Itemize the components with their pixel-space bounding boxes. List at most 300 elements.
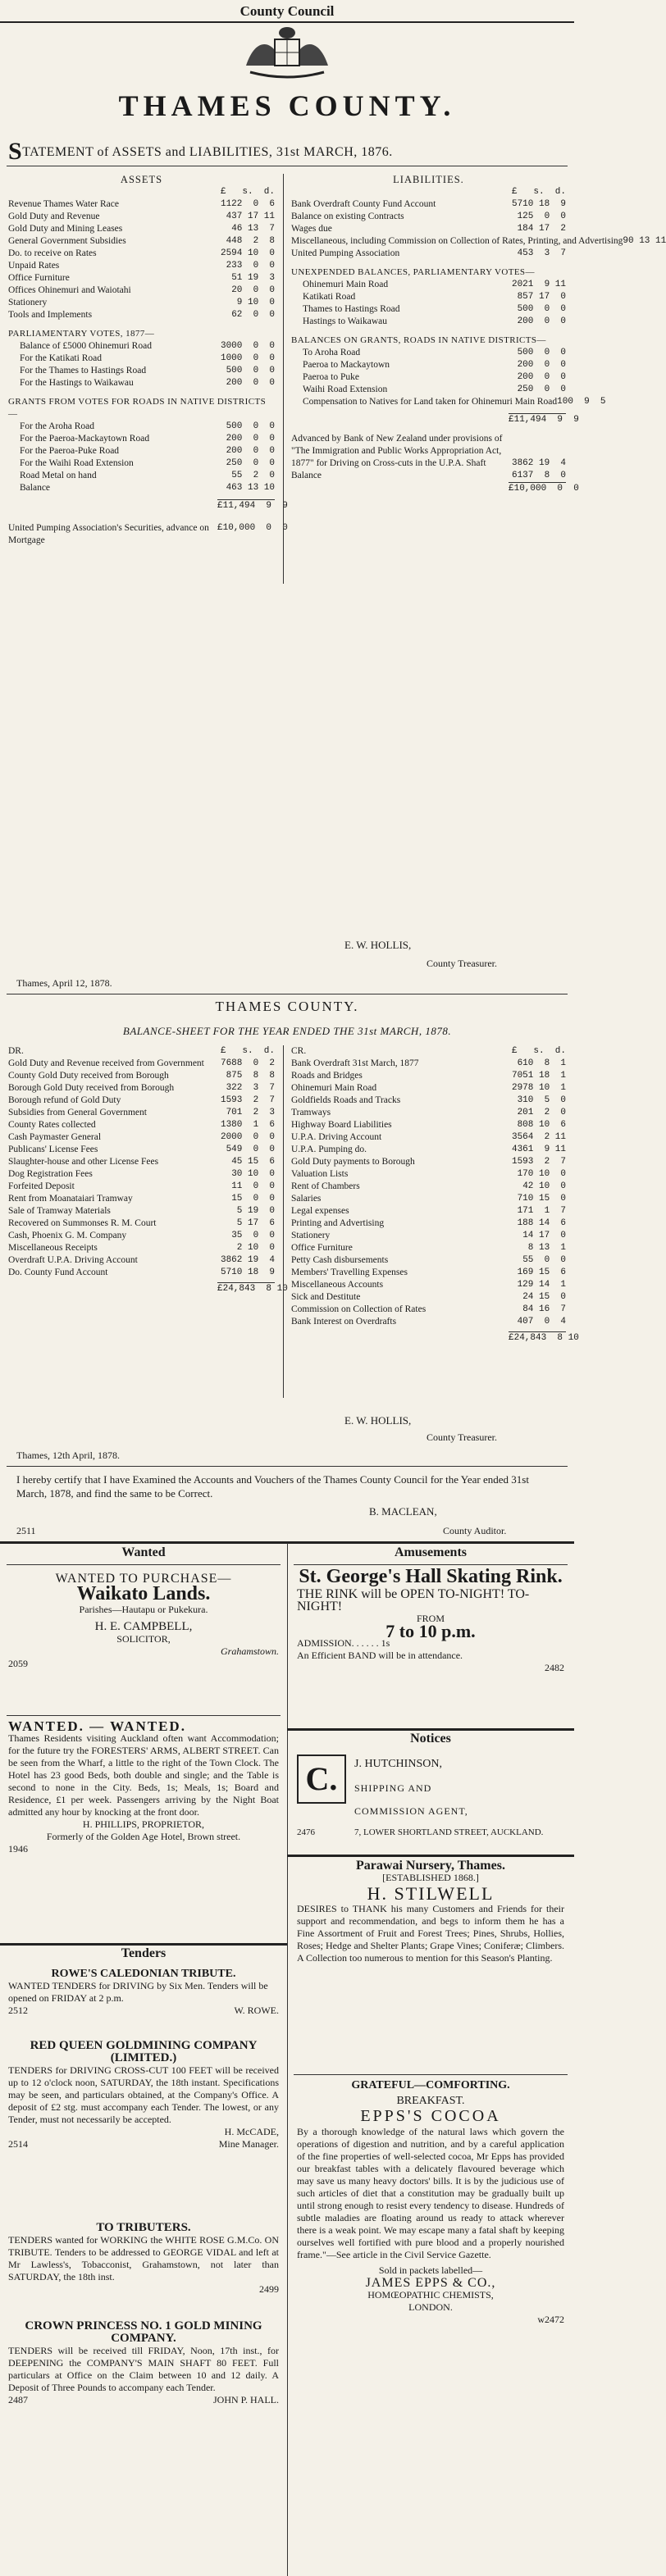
cocoa-title: EPPS'S COCOA — [360, 2107, 501, 2125]
row-amount: 1122 0 6 — [220, 199, 275, 209]
row-amount: 9 10 0 — [236, 298, 275, 307]
row-amount: 549 0 0 — [226, 1145, 275, 1154]
row-label: Overdraft U.P.A. Driving Account — [8, 1255, 138, 1265]
row-label: Revenue Thames Water Race — [8, 199, 119, 209]
tenders-heading: Tenders — [121, 1946, 166, 1960]
row-amount: 200 0 0 — [517, 316, 566, 326]
table-row — [8, 482, 275, 494]
row-label: County Gold Duty received from Borough — [8, 1071, 169, 1081]
table-row — [8, 377, 275, 389]
liabilities-cols: £ s. d. — [511, 187, 566, 197]
cocoa-sub: BREAKFAST. — [396, 2095, 465, 2107]
treasurer-role: County Treasurer. — [427, 958, 498, 969]
audit-certificate: I hereby certify that I have Examined the Accounts and Vouchers of the Thames County Council for the Year ended 31st March, 1878, and find the same to be Correct. — [16, 1473, 529, 1500]
dr-label: DR. — [8, 1046, 24, 1056]
table-row — [8, 1058, 275, 1070]
table-row — [8, 1205, 275, 1217]
skating-rink-time: 7 to 10 p.m. — [385, 1621, 476, 1641]
table-row — [291, 1267, 566, 1279]
cocoa-body: By a thorough knowledge of the natural laws which govern the operations of digestion and nutrition, and by a careful application of the fine properties of well-selected cocoa, Mr Epps has provided our breakfast tables with a delicately flavoured beverage which may save us many heavy doctors' bills. It is by the judicious use of such articles of diet that a constitution may be gradually built up until strong enough to resist every tendency to disease. Hundreds of subtle maladies are floating around us ready to attack wherever there is a weak point. We may escape many a fatal shaft by keeping ourselves well fortified with pure blood and a properly nourished frame."—See article in the Civil Service Gazette. — [297, 2126, 564, 2260]
table-row — [8, 1230, 275, 1242]
row-amount: 5 17 6 — [236, 1218, 275, 1228]
row-label: Printing and Advertising — [291, 1218, 385, 1228]
row-label: Katikati Road — [303, 292, 356, 302]
table-row — [291, 1193, 566, 1205]
row-label: Do. to receive on Rates — [8, 248, 97, 258]
row-amount: 250 0 0 — [226, 458, 275, 468]
row-label: Borough Gold Duty received from Borough — [8, 1083, 175, 1093]
row-amount: 84 16 7 — [522, 1304, 566, 1314]
waikato-line1: WANTED TO PURCHASE— — [55, 1572, 232, 1586]
table-row — [291, 316, 566, 328]
liabilities-grand: £10,000 0 0 — [509, 484, 579, 494]
row-label: For the Katikati Road — [20, 353, 102, 363]
table-row — [8, 235, 275, 248]
row-amount: 2000 0 0 — [220, 1132, 275, 1142]
row-label: Ohinemuri Main Road — [291, 1083, 377, 1093]
row-amount: 42 10 0 — [522, 1181, 566, 1191]
page-title: THAMES COUNTY. — [118, 89, 456, 122]
table-row — [291, 1291, 566, 1304]
sheet-date: Thames, 12th April, 1878. — [16, 1450, 120, 1461]
table-row — [291, 1131, 566, 1144]
row-label: Roads and Bridges — [291, 1071, 363, 1081]
skating-rink-band: An Efficient BAND will be in attendance. — [297, 1650, 463, 1661]
row-label: Borough refund of Gold Duty — [8, 1095, 121, 1105]
foresters-body: Thames Residents visiting Auckland often want Accommodation; for the future try the FORESTERS' ARMS, ALBERT STREET. Can be seen from the Wharf, a little to the right of the Town Clock. The Hotel has 23 good Beds, both double and single; and the Table is second to none in the City. Beds, 1s; Meals, 1s; Board and Residence, £1 per week. Passengers arriving by the Night Boat admitted any hour by knocking at the front door. — [8, 1732, 279, 1818]
row-label: Paeroa to Mackaytown — [303, 360, 390, 370]
table-row — [291, 1205, 566, 1217]
rowe-code: 2512 — [8, 2005, 28, 2016]
waikato-place: Grahamstown. — [220, 1645, 279, 1657]
row-label: Waihi Road Extension — [303, 385, 388, 394]
table-row — [8, 1254, 275, 1267]
table-row — [291, 1144, 566, 1156]
tributers-ad — [8, 2222, 279, 2296]
row-label: Offices Ohinemuri and Waiotahi — [8, 285, 131, 295]
row-label: Gold Duty and Revenue received from Government — [8, 1058, 204, 1068]
row-label: For the Thames to Hastings Road — [20, 366, 147, 375]
waikato-title: Waikato Lands. — [76, 1583, 211, 1604]
table-row — [291, 211, 566, 223]
red-queen-name: H. McCADE, — [224, 2126, 279, 2137]
table-row — [8, 421, 275, 433]
assets-column — [8, 174, 288, 547]
crown-princess-name: JOHN P. HALL. — [212, 2394, 279, 2405]
waikato-code: 2059 — [8, 1658, 28, 1669]
crown-princess-body: TENDERS will be received till FRIDAY, Noon, 17th inst., for DEEPENING the COMPANY'S MAIN SHAFT 80 FEET. Full particulars at Office on the Claim between 10 and 12 daily. A Deposit of Three Pounds to accompany each Tender. — [8, 2345, 279, 2393]
table-row — [8, 433, 275, 445]
table-row — [8, 260, 275, 272]
row-amount: 51 19 3 — [231, 273, 275, 283]
rowe-ad — [8, 1968, 279, 2017]
table-row — [8, 1144, 275, 1156]
row-amount: 35 0 0 — [231, 1231, 275, 1240]
row-amount: 5 19 0 — [236, 1206, 275, 1216]
hutchinson-line2: SHIPPING AND — [354, 1782, 432, 1794]
waikato-role: SOLICITOR, — [116, 1633, 171, 1645]
row-label: Recovered on Summonses R. M. Court — [8, 1218, 157, 1228]
row-amount: 857 17 0 — [517, 292, 566, 302]
table-row — [291, 1119, 566, 1131]
table-row — [8, 309, 275, 321]
table-row — [291, 1156, 566, 1168]
row-label: Sick and Destitute — [291, 1292, 361, 1302]
statement-initial: S — [8, 138, 23, 165]
table-row — [291, 248, 566, 260]
table-row — [291, 1316, 566, 1328]
row-amount: 100 9 5 — [557, 397, 606, 407]
column-divider — [283, 174, 284, 584]
treasurer-signature: E. W. HOLLIS, — [344, 939, 412, 951]
row-label: Road Metal on hand — [20, 471, 97, 480]
row-amount: 610 8 1 — [517, 1058, 566, 1068]
table-row — [291, 1254, 566, 1267]
divider — [7, 1564, 281, 1565]
row-amount: 500 0 0 — [226, 421, 275, 431]
row-amount: 125 0 0 — [517, 212, 566, 221]
credit-column — [291, 1045, 579, 1345]
nursery-body: DESIRES to THANK his many Customers and Friends for their support and recommendation, and begs to inform them he has a Fine Assortment of Fruit and Forest Trees; Pines, Shrubs, Hollies, Roses; Hedge and Shelter Plants; Grape Vines; Coniferæ; Climbers. A Collection too numerous to mention for this Season's Planting. — [297, 1903, 565, 1964]
table-row — [291, 279, 566, 291]
pumping-securities: United Pumping Association's Securities, advance on Mortgage — [8, 523, 209, 545]
row-amount: 200 0 0 — [226, 446, 275, 456]
skating-rink-from: FROM — [416, 1613, 445, 1624]
row-amount: 1593 2 7 — [511, 1157, 566, 1167]
liabilities-column: LIABILITIES. £ s. d. Bank Overdraft County Fund Account 5710 18 9 Balance on existing Contracts 125 0 0 Wages due 184 17 2 Miscellaneous, including Commission on Collection of Rates, Printing, and Advertising 90 13 11 United Pumping Association 453 3 7 UNEXPENDED BALANCES, PARLIAMENTARY VOTES— Ohinemuri Main Road 2021 9 11 Katikati Road 857 17 0 Thames to Hastings Road 500 0 0 Hastings to Waikawau 200 0 0 BALANCES ON GRANTS, ROADS IN NATIVE DISTRICTS— To Aroha Road 500 0 0 Paeroa to Mackaytown 200 0 0 Paeroa to Puke 200 0 0 Waihi Road Extension 250 0 0 Compensation to Natives for Land taken for Ohinemuri Main Road 100 9 5 £11,494 9 9 Advanced by Bank of New Zealand under provisions of "The Immigration and Public Works Appropriation Act, 1877" for Driving on Cross-cuts in the U.P.A. Shaft 3862 19 4 Balance 6137 8 0 £10,000 0 0 — [291, 174, 666, 494]
table-row — [291, 384, 566, 396]
row-amount: 250 0 0 — [517, 385, 566, 394]
row-amount: 310 5 0 — [517, 1095, 566, 1105]
balance-sheet-title: THAMES COUNTY. — [215, 999, 359, 1014]
row-label: Publicans' License Fees — [8, 1145, 98, 1154]
row-amount: 808 10 6 — [517, 1120, 566, 1130]
row-label: United Pumping Association — [291, 248, 400, 258]
row-label: Balance on existing Contracts — [291, 212, 404, 221]
waikato-name: H. E. CAMPBELL, — [94, 1620, 193, 1633]
statement-rest: TATEMENT of ASSETS and LIABILITIES, 31st MARCH, 1876. — [22, 145, 393, 159]
nursery-est: [ESTABLISHED 1868.] — [382, 1872, 479, 1883]
table-row — [291, 1058, 566, 1070]
row-amount: 55 2 0 — [231, 471, 275, 480]
hutchinson-name: J. HUTCHINSON, — [354, 1758, 442, 1770]
divider — [7, 1715, 281, 1716]
table-row — [8, 223, 275, 235]
row-amount: 30 10 0 — [231, 1169, 275, 1179]
hutchinson-ad — [297, 1755, 564, 1845]
row-label: Unpaid Rates — [8, 261, 60, 271]
red-queen-role: Mine Manager. — [218, 2138, 279, 2150]
row-amount: 2594 10 0 — [220, 248, 275, 258]
table-row — [291, 198, 566, 211]
row-label: Tools and Implements — [8, 310, 93, 320]
row-label: Compensation to Natives for Land taken for Ohinemuri Main Road — [303, 397, 558, 407]
table-row — [291, 1070, 566, 1082]
red-queen-code: 2514 — [8, 2138, 28, 2150]
dr-cols: £ s. d. — [220, 1046, 275, 1056]
nursery-name: H. STILWELL — [367, 1883, 495, 1904]
row-label: For the Hastings to Waikawau — [20, 378, 134, 388]
row-amount: 200 0 0 — [517, 360, 566, 370]
row-amount: 46 13 7 — [231, 224, 275, 234]
table-row — [291, 1168, 566, 1181]
row-label: Bank Interest on Overdrafts — [291, 1317, 397, 1327]
row-label: Subsidies from General Government — [8, 1108, 147, 1117]
wanted-heading: Wanted — [121, 1545, 166, 1559]
table-row — [8, 445, 275, 457]
assets-total: £11,494 9 9 — [217, 501, 288, 511]
table-row — [291, 235, 666, 248]
grants-heading: GRANTS FROM VOTES FOR ROADS IN NATIVE DISTRICTS— — [8, 397, 267, 419]
table-row — [8, 1119, 275, 1131]
table-row — [8, 1242, 275, 1254]
row-amount: 188 14 6 — [517, 1218, 566, 1228]
row-amount: 2 10 0 — [236, 1243, 275, 1253]
cr-total: £24,843 8 10 — [509, 1333, 579, 1343]
row-label: Highway Board Liabilities — [291, 1120, 392, 1130]
row-label: Thames to Hastings Road — [303, 304, 400, 314]
table-row — [8, 340, 275, 353]
table-row — [291, 347, 566, 359]
row-label: For the Paeroa-Puke Road — [20, 446, 120, 456]
row-label: For the Aroha Road — [20, 421, 95, 431]
row-label: Tramways — [291, 1108, 331, 1117]
row-label: Salaries — [291, 1194, 322, 1204]
table-row — [291, 1107, 566, 1119]
assets-heading: ASSETS — [120, 174, 163, 185]
tributers-code: 2499 — [259, 2283, 279, 2295]
place-date: Thames, April 12, 1878. — [16, 977, 112, 989]
table-row — [8, 1070, 275, 1082]
row-label: County Rates collected — [8, 1120, 96, 1130]
row-label: Do. County Fund Account — [8, 1268, 108, 1277]
table-row — [8, 1168, 275, 1181]
row-label: Bank Overdraft County Fund Account — [291, 199, 436, 209]
table-row — [291, 1242, 566, 1254]
row-label: Stationery — [291, 1231, 331, 1240]
skating-rink-code: 2482 — [545, 1662, 564, 1673]
row-label: Stationery — [8, 298, 48, 307]
divider — [7, 1466, 568, 1467]
auditor-name: B. MACLEAN, — [369, 1505, 437, 1518]
row-amount: 500 0 0 — [517, 348, 566, 357]
row-label: Miscellaneous, including Commission on Collection of Rates, Printing, and Advertising — [291, 236, 623, 246]
row-label: Office Furniture — [291, 1243, 353, 1253]
row-amount: 1380 1 6 — [220, 1120, 275, 1130]
row-label: Members' Travelling Expenses — [291, 1268, 408, 1277]
foresters-name: H. PHILLIPS, PROPRIETOR, — [82, 1818, 205, 1830]
row-amount: 1000 0 0 — [220, 353, 275, 363]
balances-heading: BALANCES ON GRANTS, ROADS IN NATIVE DISTRICTS— — [291, 335, 546, 345]
audit-code: 2511 — [16, 1525, 36, 1536]
waikato-parishes: Parishes—Hautapu or Pukekura. — [79, 1604, 208, 1615]
table-row — [8, 198, 275, 211]
row-amount: 169 15 6 — [517, 1268, 566, 1277]
row-label: For the Paeroa-Mackaytown Road — [20, 434, 150, 444]
row-label: Miscellaneous Accounts — [291, 1280, 384, 1290]
row-label: Gold Duty and Revenue — [8, 212, 100, 221]
table-row — [8, 470, 275, 482]
row-amount: 875 8 8 — [226, 1071, 275, 1081]
row-amount: 7051 18 1 — [511, 1071, 566, 1081]
section-rule — [287, 1728, 574, 1731]
row-label: Rent from Moanataiari Tramway — [8, 1194, 133, 1204]
row-amount: 437 17 11 — [226, 212, 275, 221]
table-row — [291, 1095, 566, 1107]
red-queen-title: RED QUEEN GOLDMINING COMPANY (LIMITED.) — [30, 2039, 258, 2064]
treasurer-role-2: County Treasurer. — [427, 1431, 498, 1443]
foresters-code: 1946 — [8, 1843, 28, 1855]
hutchinson-address: 7, LOWER SHORTLAND STREET, AUCKLAND. — [354, 1827, 544, 1837]
table-row — [291, 1082, 566, 1095]
advanced-amount: 3862 19 4 — [511, 458, 566, 468]
balance-sheet-heading: BALANCE-SHEET FOR THE YEAR ENDED THE 31st MARCH, 1878. — [122, 1025, 452, 1037]
table-row — [8, 457, 275, 470]
table-row — [8, 353, 275, 365]
row-amount: 500 0 0 — [517, 304, 566, 314]
table-row — [8, 1181, 275, 1193]
cocoa-city: LONDON. — [408, 2301, 453, 2313]
cocoa-code: w2472 — [537, 2314, 564, 2325]
row-amount: 1593 2 7 — [220, 1095, 275, 1105]
hutchinson-initial: C. — [297, 1755, 346, 1804]
red-queen-body: TENDERS for DRIVING CROSS-CUT 100 FEET will be received up to 12 o'clock noon, SATURDAY, the 18th instant. Specifications may be seen, and particulars obtained, at the Company's Office. A deposit of £2 stg. must accompany each Tender. The lowest, or any Tender, must not necessarily be accepted. — [8, 2064, 279, 2125]
row-amount: 15 0 0 — [231, 1194, 275, 1204]
cocoa-chemists: HOMŒOPATHIC CHEMISTS, — [367, 2289, 494, 2301]
row-label: Rent of Chambers — [291, 1181, 360, 1191]
row-label: Dog Registration Fees — [8, 1169, 93, 1179]
row-amount: 201 2 0 — [517, 1108, 566, 1117]
table-row — [8, 365, 275, 377]
divider — [294, 2074, 568, 2075]
section-rule — [0, 1943, 287, 1946]
ads-column-divider — [287, 1543, 288, 2576]
table-row — [291, 359, 566, 371]
row-label: General Government Subsidies — [8, 236, 126, 246]
row-amount: 11 0 0 — [231, 1181, 275, 1191]
table-row — [8, 284, 275, 297]
row-amount: 170 10 0 — [517, 1169, 566, 1179]
hutchinson-line3: COMMISSION AGENT, — [354, 1805, 468, 1817]
table-row — [8, 1095, 275, 1107]
tributers-body: TENDERS wanted for WORKING the WHITE ROSE G.M.Co. ON TRIBUTE. Tenders to be addressed to GEORGE VIDAL and left at Mr Lawless's, Tobacconist, Grahamstown, not later than SATURDAY, the 18th inst. — [8, 2234, 279, 2282]
row-amount: 2978 10 1 — [511, 1083, 566, 1093]
skating-rink-open: THE RINK will be OPEN TO-NIGHT! TO-NIGHT! — [297, 1587, 530, 1613]
table-row — [291, 303, 566, 316]
row-label: Hastings to Waikawau — [303, 316, 387, 326]
section-header: County Council — [0, 0, 574, 23]
skating-rink-ad — [297, 1566, 564, 1674]
crown-princess-ad — [8, 2320, 279, 2406]
row-amount: 129 14 1 — [517, 1280, 566, 1290]
row-label: Commission on Collection of Rates — [291, 1304, 427, 1314]
statement-heading — [8, 138, 566, 166]
table-row — [8, 1217, 275, 1230]
row-label: Petty Cash disbursements — [291, 1255, 389, 1265]
row-label: Valuation Lists — [291, 1169, 349, 1179]
cocoa-sold: Sold in packets labelled— — [378, 2264, 483, 2276]
row-label: Sale of Tramway Materials — [8, 1206, 111, 1216]
table-row — [8, 272, 275, 284]
rowe-name: W. ROWE. — [234, 2005, 279, 2016]
row-label: Office Furniture — [8, 273, 70, 283]
skating-rink-admission: ADMISSION. . . . . . 1s — [297, 1637, 390, 1649]
row-label: Paeroa to Puke — [303, 372, 359, 382]
table-row — [8, 1107, 275, 1119]
row-amount: 171 1 7 — [517, 1206, 566, 1216]
row-amount: 233 0 0 — [226, 261, 275, 271]
row-label: U.P.A. Pumping do. — [291, 1145, 367, 1154]
foresters-ad — [8, 1720, 279, 1855]
cr-cols: £ s. d. — [511, 1046, 566, 1056]
table-row — [291, 1304, 566, 1316]
table-row — [291, 1230, 566, 1242]
skating-rink-title: St. George's Hall Skating Rink. — [299, 1566, 563, 1587]
row-amount: 710 15 0 — [517, 1194, 566, 1204]
waikato-ad — [8, 1572, 279, 1670]
row-amount: 407 0 4 — [517, 1317, 566, 1327]
debit-column — [8, 1045, 288, 1295]
foresters-sub: Formerly of the Golden Age Hotel, Brown street. — [46, 1831, 241, 1842]
row-amount: 453 3 7 — [517, 248, 566, 258]
row-amount: 200 0 0 — [226, 434, 275, 444]
hutchinson-code: 2476 — [297, 1827, 315, 1837]
table-row — [8, 1193, 275, 1205]
table-row — [291, 1181, 566, 1193]
row-label: Legal expenses — [291, 1206, 349, 1216]
row-amount: 3000 0 0 — [220, 341, 275, 351]
row-amount: 62 0 0 — [231, 310, 275, 320]
cocoa-ad — [297, 2079, 564, 2326]
cocoa-company: JAMES EPPS & CO., — [365, 2276, 496, 2290]
table-row — [291, 396, 606, 408]
row-amount: 20 0 0 — [231, 285, 275, 295]
rowe-body: WANTED TENDERS for DRIVING by Six Men. Tenders will be opened on FRIDAY at 2 p.m. — [8, 1980, 268, 2004]
table-row — [8, 211, 275, 223]
row-label: Ohinemuri Main Road — [303, 280, 389, 289]
column-divider — [283, 1045, 284, 1398]
treasurer-signature-2: E. W. HOLLIS, — [344, 1414, 412, 1427]
divider — [294, 1564, 568, 1565]
table-row — [291, 291, 566, 303]
row-label: U.P.A. Driving Account — [291, 1132, 382, 1142]
parl-votes-heading: PARLIAMENTARY VOTES, 1877— — [8, 329, 155, 339]
row-amount: 322 3 7 — [226, 1083, 275, 1093]
tributers-title: TO TRIBUTERS. — [96, 2221, 191, 2234]
dr-total: £24,843 8 10 — [217, 1284, 288, 1294]
row-amount: 184 17 2 — [517, 224, 566, 234]
row-label: Gold Duty and Mining Leases — [8, 224, 123, 234]
row-amount: 200 0 0 — [517, 372, 566, 382]
liab-balance-amount: 6137 8 0 — [511, 471, 566, 480]
foresters-title: WANTED. — WANTED. — [8, 1718, 186, 1734]
row-label: For the Waihi Road Extension — [20, 458, 134, 468]
table-row — [291, 371, 566, 384]
table-row — [291, 1279, 566, 1291]
row-amount: 3862 19 4 — [220, 1255, 275, 1265]
notices-heading: Notices — [410, 1732, 451, 1745]
row-label: Goldfields Roads and Tracks — [291, 1095, 401, 1105]
row-label: Miscellaneous Receipts — [8, 1243, 98, 1253]
row-amount: 463 13 10 — [226, 483, 275, 493]
crown-princess-title: CROWN PRINCESS NO. 1 GOLD MINING COMPANY. — [25, 2319, 262, 2345]
row-label: Wages due — [291, 224, 332, 234]
row-amount: 5710 18 9 — [511, 199, 566, 209]
table-row — [8, 1131, 275, 1144]
row-amount: 2021 9 11 — [511, 280, 566, 289]
cocoa-head: GRATEFUL—COMFORTING. — [351, 2079, 510, 2091]
row-label: Balance — [20, 483, 51, 493]
